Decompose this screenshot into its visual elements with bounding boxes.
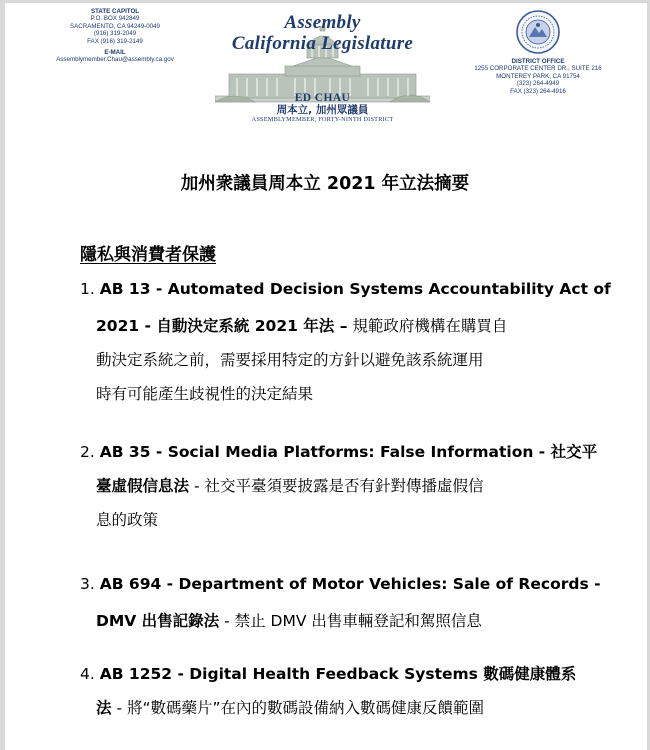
bill-text-segment: 4. (80, 665, 100, 683)
bill-item-line (96, 609, 482, 631)
district-address-1: 1255 CORPORATE CENTER DR., SUITE 216 (474, 65, 602, 73)
bill-text-segment: 息的政策 (96, 511, 159, 529)
bill-text-segment: AB 35 - Social Media Platforms: False Information - 社交平 (99, 443, 598, 461)
bill-text-segment: 臺虛假信息法 (96, 477, 190, 495)
bill-text-segment: AB 13 - Automated Decision Systems Accountability Act of (99, 280, 611, 298)
capitol-address-1: P.O. BOX 942849 (90, 15, 140, 23)
member-district: ASSEMBLYMEMBER, FORTY-NINTH DISTRICT (251, 116, 394, 123)
bill-text-segment: 規範政府機構在購買自 (347, 317, 508, 335)
bill-text-segment: 動決定系統之前，需要採用特定的方針以避免該系統運用 (96, 351, 484, 369)
bill-text-segment: 2021 - 自動決定系統 2021 年法 – (96, 317, 348, 335)
email-address: Assemblymember.Chau@assembly.ca.gov (56, 56, 174, 64)
bill-item-line (96, 314, 507, 336)
bill-item-line (96, 508, 158, 530)
bill-text-segment: - 禁止 DMV 出售車輛登記和駕照信息 (219, 612, 482, 630)
bill-text-segment: DMV 出售記錄法 (96, 612, 220, 630)
district-phone: (323) 264-4949 (516, 80, 560, 88)
capitol-label: STATE CAPITOL (90, 8, 140, 15)
bill-text-segment: 時有可能產生歧視性的決定結果 (96, 385, 314, 403)
state-seal-icon (516, 10, 560, 54)
member-name-chinese: 周本立, 加州眾議員 (276, 104, 369, 116)
page-edge (0, 0, 650, 3)
bill-text-segment: - 將“數碼藥片”在內的數碼設備納入數碼健康反饋範圍 (111, 699, 485, 717)
bill-text-segment: 2. (80, 443, 100, 461)
district-fax: FAX (323) 264-4916 (510, 87, 566, 95)
bill-item-line (96, 382, 313, 404)
bill-text-segment: 法 (96, 699, 112, 717)
page-edge (0, 0, 5, 750)
bill-item-line (80, 575, 601, 593)
district-address-2: MONTEREY PARK, CA 91754 (496, 72, 580, 80)
district-office-label: DISTRICT OFFICE (511, 58, 565, 65)
capitol-phone: (916) 319-2049 (93, 30, 137, 38)
section-heading: 隱私與消費者保護 (80, 245, 216, 265)
district-office-block (448, 58, 628, 95)
bill-item-line (96, 696, 484, 718)
capitol-fax: FAX (916) 319-2149 (87, 37, 143, 45)
document-title: 加州衆議員周本立 2021 年立法摘要 (180, 174, 470, 194)
bill-item-line (80, 662, 576, 684)
bill-text-segment: 3. (80, 575, 100, 593)
state-capitol-block (40, 8, 190, 64)
bill-item-line (96, 474, 483, 496)
assembly-masthead (215, 6, 430, 131)
bill-text-segment: AB 1252 - Digital Health Feedback Systems 數碼健康體系 (99, 665, 577, 683)
bill-item-line (80, 440, 597, 462)
bill-text-segment: AB 694 - Department of Motor Vehicles: Sale of Records - (99, 575, 601, 593)
email-label: E-MAIL (104, 49, 126, 57)
member-name-block (215, 92, 430, 124)
bill-item-line (96, 348, 484, 370)
bill-text-segment: - 社交平臺須要披露是否有針對傳播虛假信 (189, 477, 484, 495)
member-name: ED CHAU (294, 92, 351, 104)
bill-text-segment: 1. (80, 280, 100, 298)
assembly-title-line-2: California Legislature (231, 33, 414, 54)
bill-item-line (80, 280, 611, 298)
capitol-address-2: SACRAMENTO, CA 94249-0049 (70, 22, 160, 30)
assembly-title (215, 12, 430, 54)
assembly-title-line-1: Assembly (284, 12, 361, 33)
